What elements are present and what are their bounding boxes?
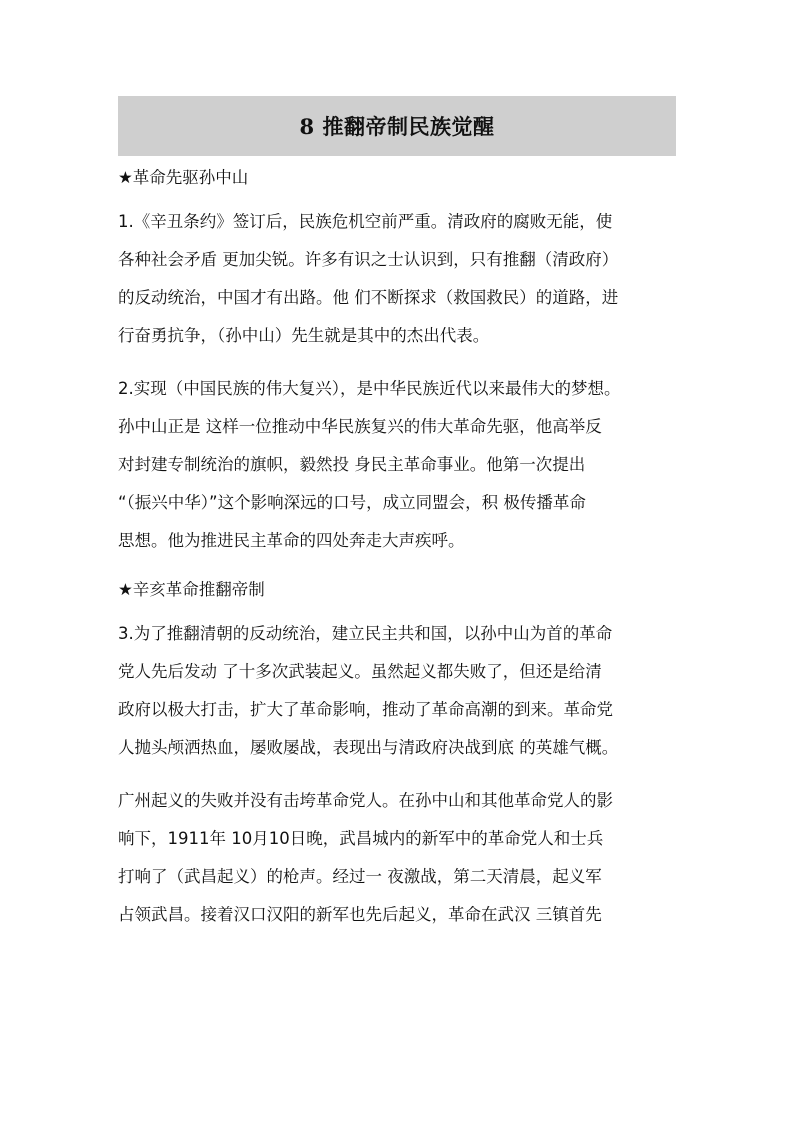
section-xinhai-revolution bbox=[118, 580, 676, 934]
text-line: 响下，1911年 10月10日晚，武昌城内的新军中的革命党人和士兵 bbox=[118, 829, 604, 848]
text-line: 占领武昌。接着汉口汉阳的新军也先后起义，革命在武汉 三镇首先 bbox=[118, 905, 602, 924]
paragraph-3 bbox=[118, 615, 676, 767]
text-line: 思想。他为推进民主革命的四处奔走大声疾呼。 bbox=[118, 531, 465, 550]
text-line: 1.《辛丑条约》签订后，民族危机空前严重。清政府的腐败无能，使 bbox=[118, 212, 613, 231]
paragraph-1 bbox=[118, 203, 676, 355]
text-line: 行奋勇抗争，（孙中山）先生就是其中的杰出代表。 bbox=[118, 326, 490, 345]
text-line: 政府以极大打击，扩大了革命影响，推动了革命高潮的到来。革命党 bbox=[118, 700, 613, 719]
section-revolution-pioneer bbox=[118, 168, 676, 560]
paragraph-4 bbox=[118, 782, 676, 934]
text-line: 打响了（武昌起义）的枪声。经过一 夜激战，第二天清晨，起义军 bbox=[118, 867, 602, 886]
text-line: 孙中山正是 这样一位推动中华民族复兴的伟大革命先驱，他高举反 bbox=[118, 417, 602, 436]
text-line: 各种社会矛盾 更加尖锐。许多有识之士认识到，只有推翻（清政府） bbox=[118, 250, 619, 269]
section-heading: ★辛亥革命推翻帝制 bbox=[118, 580, 265, 599]
text-line: “（振兴中华）”这个影响深远的口号，成立同盟会，积 极传播革命 bbox=[118, 493, 586, 512]
paragraph-2 bbox=[118, 370, 676, 560]
text-line: 的反动统治，中国才有出路。他 们不断探求（救国救民）的道路，进 bbox=[118, 288, 619, 307]
section-heading: ★革命先驱孙中山 bbox=[118, 168, 249, 187]
text-line: 对封建专制统治的旗帜，毅然投 身民主革命事业。他第一次提出 bbox=[118, 455, 586, 474]
page-title: 8 推翻帝制民族觉醒 bbox=[118, 96, 676, 156]
text-line: 3.为了推翻清朝的反动统治，建立民主共和国，以孙中山为首的革命 bbox=[118, 624, 613, 643]
text-line: 党人先后发动 了十多次武装起义。虽然起义都失败了，但还是给清 bbox=[118, 662, 602, 681]
text-line: 广州起义的失败并没有击垮革命党人。在孙中山和其他革命党人的影 bbox=[118, 791, 613, 810]
document-page bbox=[118, 96, 676, 934]
text-line: 人抛头颅洒热血，屡败屡战，表现出与清政府决战到底 的英雄气概。 bbox=[118, 738, 619, 757]
text-line: 2.实现（中国民族的伟大复兴），是中华民族近代以来最伟大的梦想。 bbox=[118, 379, 621, 398]
